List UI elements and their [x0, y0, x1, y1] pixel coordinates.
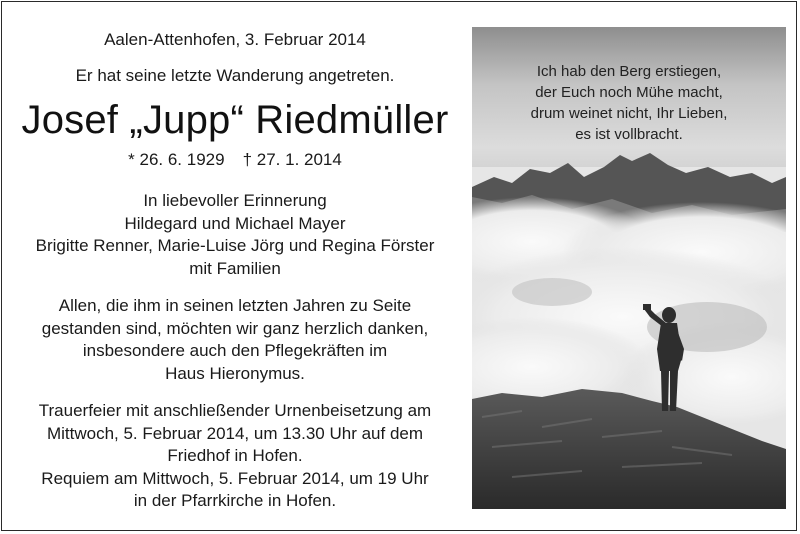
funeral-block	[0, 400, 470, 513]
funeral-line: in der Pfarrkirche in Hofen.	[133, 491, 337, 510]
memorial-photo	[472, 27, 786, 509]
place-date: Aalen-Attenhofen, 3. Februar 2014	[104, 30, 366, 49]
death-date: † 27. 1. 2014	[242, 150, 342, 169]
quote-line: drum weinet nicht, Ihr Lieben,	[530, 105, 728, 122]
family-block	[0, 190, 470, 280]
funeral-line: Requiem am Mittwoch, 5. Februar 2014, um 19 Uhr	[41, 468, 429, 488]
family-line: mit Familien	[189, 258, 281, 278]
cloud-shadow	[512, 278, 592, 306]
quote-line: es ist vollbracht.	[575, 126, 683, 143]
quote-line: der Euch noch Mühe macht,	[535, 84, 723, 101]
photo-quote	[472, 61, 786, 145]
intro-line: Er hat seine letzte Wanderung angetreten.	[75, 66, 395, 85]
family-line: In liebevoller Erinnerung	[143, 191, 327, 210]
funeral-line: Friedhof in Hofen.	[167, 446, 303, 465]
life-dates	[0, 150, 470, 170]
funeral-line: Mittwoch, 5. Februar 2014, um 13.30 Uhr auf dem	[46, 423, 424, 443]
thanks-block	[0, 295, 470, 385]
quote-line: Ich hab den Berg erstiegen,	[536, 63, 722, 80]
thanks-line: gestanden sind, möchten wir ganz herzlich danken,	[41, 318, 429, 338]
deceased-name: Josef „Jupp“ Riedmüller	[21, 98, 449, 142]
thanks-line: insbesondere auch den Pflegekräften im	[82, 341, 388, 360]
funeral-line: Trauerfeier mit anschließender Urnenbeisetzung am	[38, 401, 432, 420]
family-line: Brigitte Renner, Marie-Luise Jörg und Regina Förster	[35, 236, 435, 255]
birth-date: * 26. 6. 1929	[128, 150, 225, 169]
thanks-line: Haus Hieronymus.	[165, 363, 305, 383]
family-line: Hildegard und Michael Mayer	[124, 213, 346, 233]
thanks-line: Allen, die ihm in seinen letzten Jahren zu Seite	[58, 296, 412, 315]
